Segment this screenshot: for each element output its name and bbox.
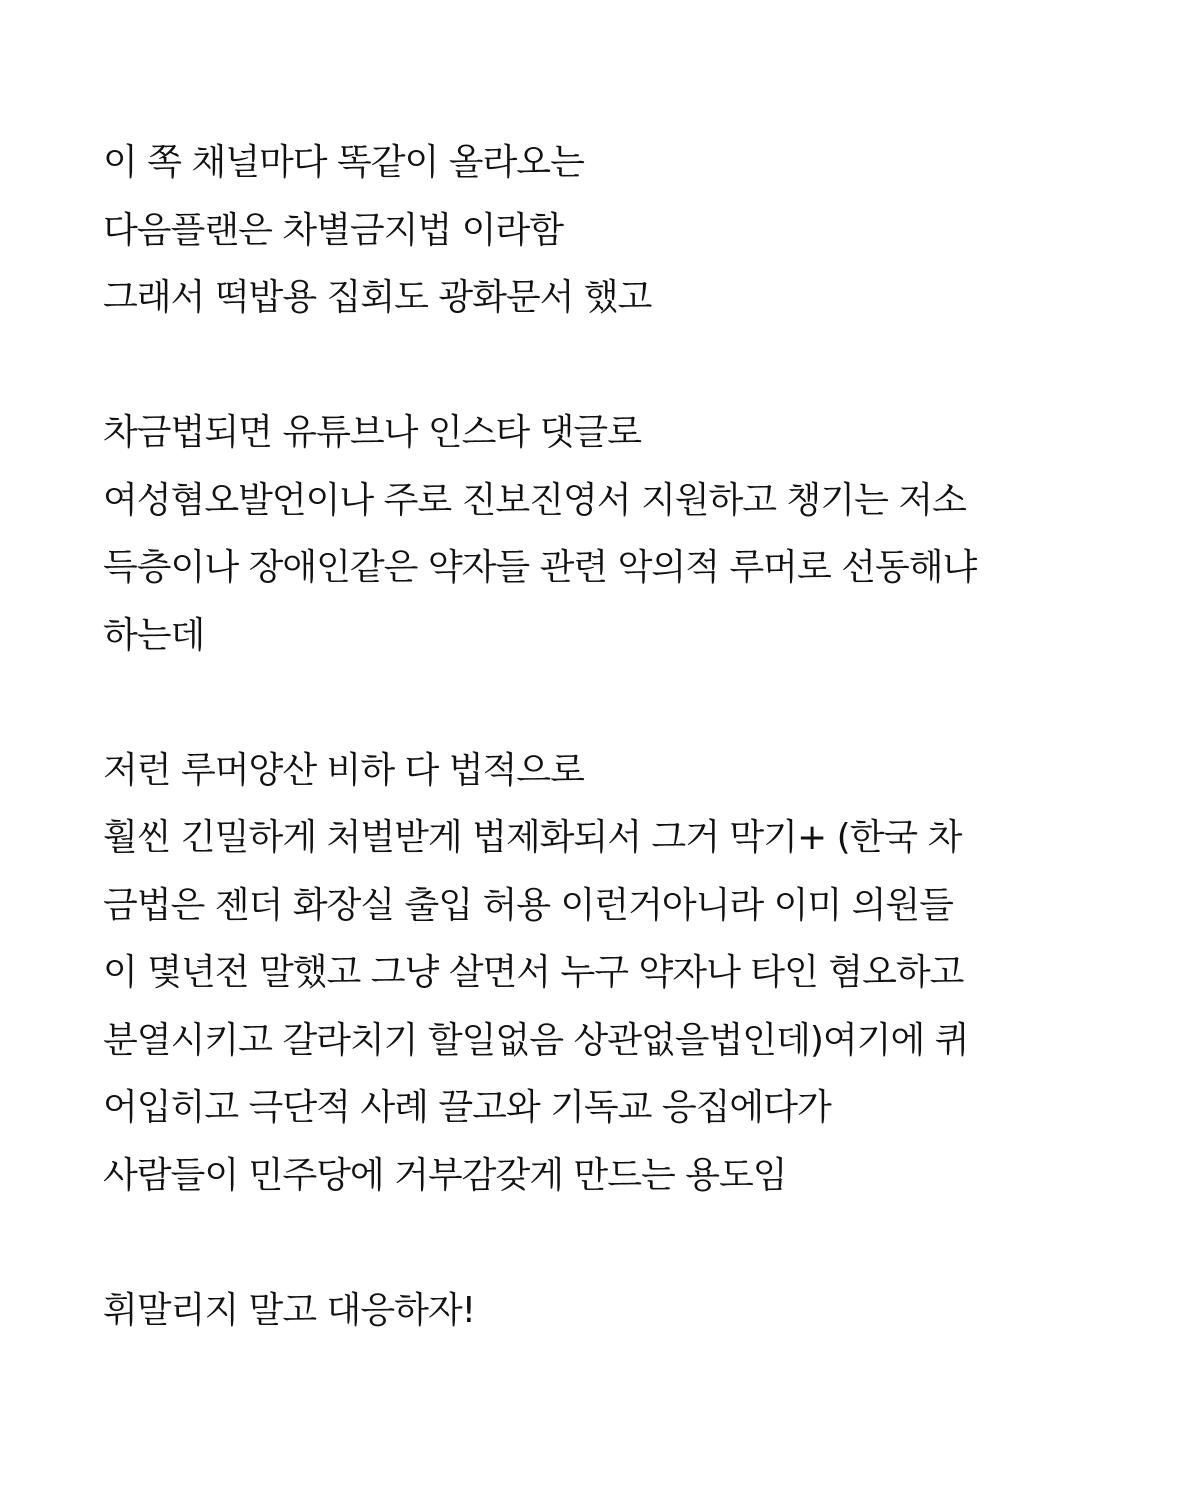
paragraph-4 [103, 1277, 1103, 1345]
text-line: 어입히고 극단적 사례 끌고와 기독교 응집에다가 [103, 1087, 831, 1128]
paragraph-1 [103, 129, 1103, 332]
text-line: 훨씬 긴밀하게 처벌받게 법제화되서 그거 막기+ (한국 차 [103, 817, 962, 858]
paragraph-3 [103, 737, 1103, 1210]
document-body [103, 129, 1103, 1344]
paragraph-gap [103, 669, 1103, 737]
text-line: 저런 루머양산 비하 다 법적으로 [103, 749, 584, 791]
text-line: 다음플랜은 차별금지법 이라함 [103, 209, 563, 251]
text-line: 이 몇년전 말했고 그냥 살면서 누구 약자나 타인 혐오하고 [103, 952, 964, 993]
paragraph-gap [103, 332, 1103, 400]
text-line: 분열시키고 갈라치기 할일없음 상관없을법인데)여기에 퀴 [103, 1019, 969, 1061]
text-line: 그래서 떡밥용 집회도 광화문서 했고 [103, 277, 652, 318]
text-line: 여성혐오발언이나 주로 진보진영서 지원하고 챙기는 저소 [103, 479, 966, 521]
text-line: 휘말리지 말고 대응하자! [103, 1289, 476, 1331]
paragraph-gap [103, 1209, 1103, 1277]
text-line: 이 쪽 채널마다 똑같이 올라오는 [103, 142, 584, 183]
paragraph-2 [103, 399, 1103, 669]
text-line: 차금법되면 유튜브나 인스타 댓글로 [103, 412, 641, 453]
text-line: 하는데 [103, 614, 205, 656]
text-line: 득층이나 장애인같은 약자들 관련 악의적 루머로 선동해냐 [103, 547, 977, 588]
text-line: 금법은 젠더 화장실 출입 허용 이런거아니라 이미 의원들 [103, 884, 953, 926]
text-line: 사람들이 민주당에 거부감갖게 만드는 용도임 [103, 1154, 787, 1196]
